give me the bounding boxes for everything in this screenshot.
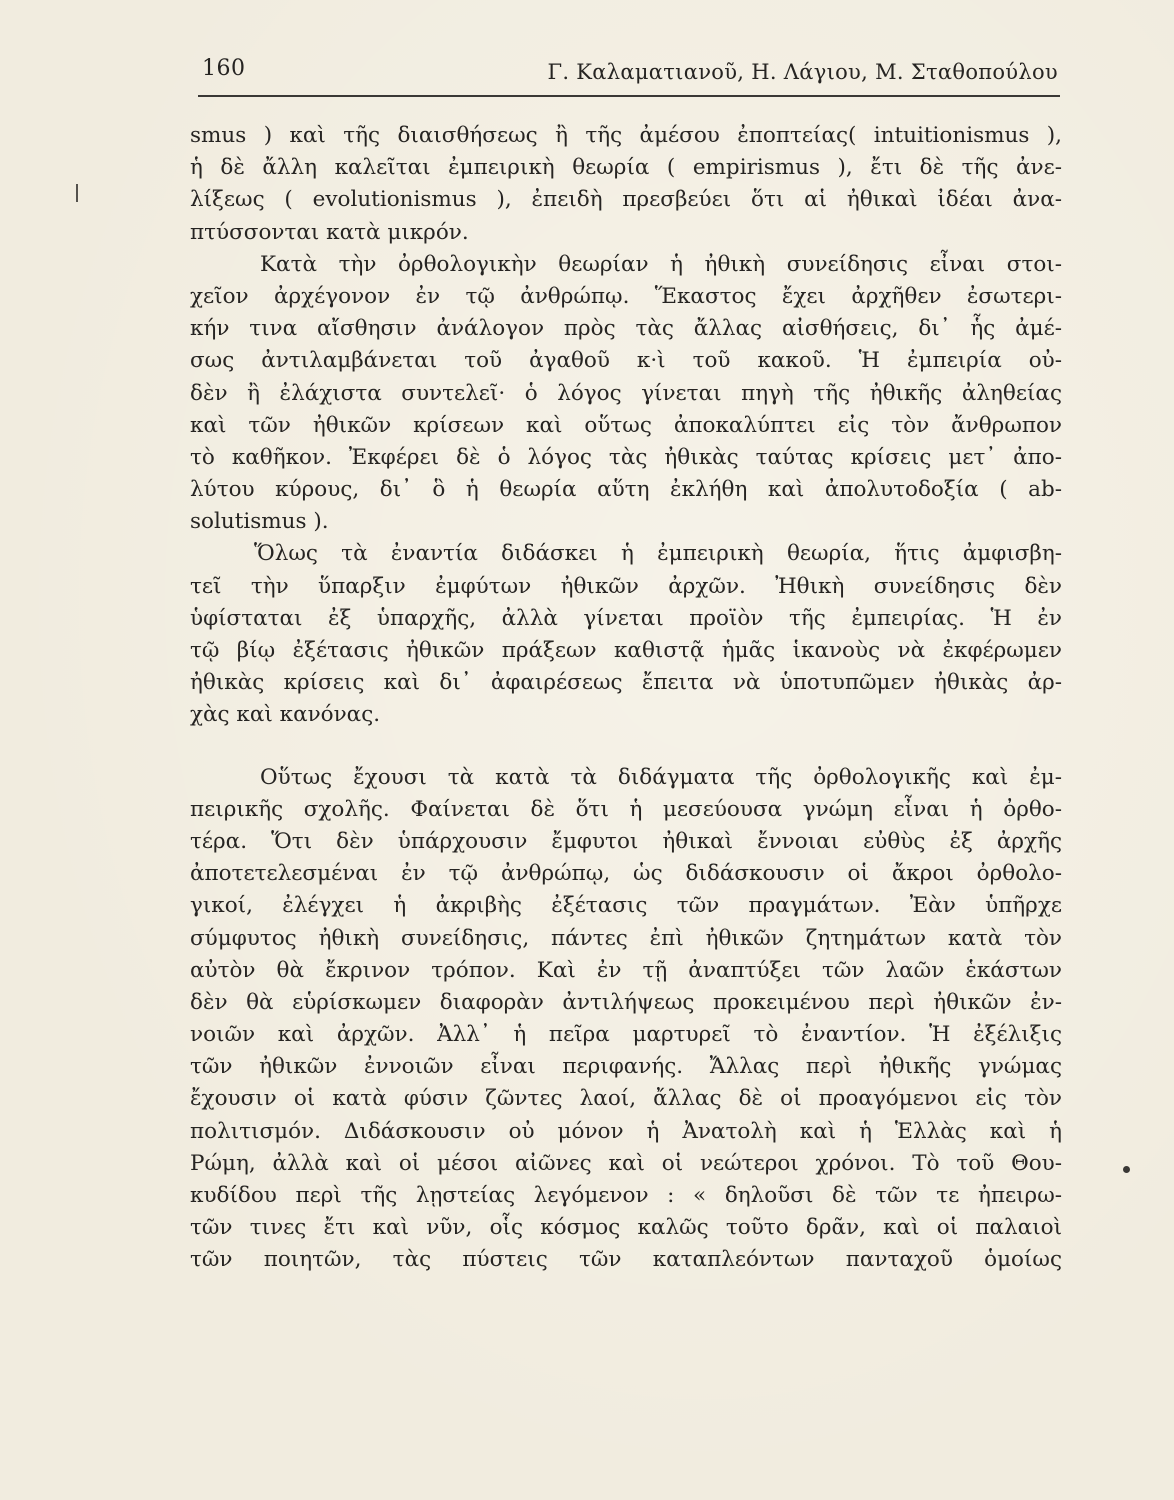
text-line: τῶν ἠθικῶν ἐννοιῶν εἶναι περιφανής. Ἄλλας περὶ ἠθικῆς γνώμας — [190, 1054, 1062, 1080]
text-line: τῶν ποιητῶν, τὰς πύστεις τῶν καταπλεόντων πανταχοῦ ὁμοίως — [190, 1247, 1062, 1273]
text-line: πολιτισμόν. Διδάσκουσιν οὐ μόνον ἡ Ἀνατολὴ καὶ ἡ Ἑλλὰς καὶ ἡ — [190, 1118, 1062, 1144]
text-line: αὐτὸν θὰ ἔκρινον τρόπον. Καὶ ἐν τῇ ἀναπτύξει τῶν λαῶν ἑκάστων — [190, 957, 1062, 983]
paragraph-1 — [190, 120, 1062, 249]
paragraph-2 — [190, 249, 1062, 539]
text-line: λύτου κύρους, δι᾽ ὃ ἡ θεωρία αὕτη ἐκλήθη καὶ ἀπολυτοδοξία ( ab- — [190, 477, 1062, 503]
text-line: χὰς καὶ κανόνας. — [190, 702, 381, 728]
text-line: ἠθικὰς κρίσεις καὶ δι᾽ ἀφαιρέσεως ἔπειτα νὰ ὑποτυπῶμεν ἠθικὰς ἀρ- — [190, 670, 1062, 696]
text-line: τέρα. Ὅτι δὲν ὑπάρχουσιν ἔμφυτοι ἠθικαὶ ἔννοιαι εὐθὺς ἐξ ἀρχῆς — [190, 828, 1062, 854]
text-line: Ρώμη, ἀλλὰ καὶ οἱ μέσοι αἰῶνες καὶ οἱ νεώτεροι χρόνοι. Τὸ τοῦ Θου- — [190, 1150, 1062, 1176]
page-header — [200, 48, 1060, 92]
page-number: 160 — [202, 56, 246, 81]
text-line: ὑφίσταται ἐξ ὑπαρχῆς, ἀλλὰ γίνεται προϊὸν τῆς ἐμπειρίας. Ἡ ἐν — [190, 605, 1062, 631]
text-line: πτύσσονται κατὰ μικρόν. — [190, 219, 469, 245]
text-line: σως ἀντιλαμβάνεται τοῦ ἀγαθοῦ κ·ὶ τοῦ κακοῦ. Ἡ ἐμπειρία οὐ- — [190, 348, 1062, 374]
text-line: τῶν τινες ἔτι καὶ νῦν, οἷς κόσμος καλῶς τοῦτο δρᾶν, καὶ οἱ παλαιοὶ — [190, 1215, 1062, 1241]
ink-dot — [1123, 1166, 1130, 1173]
text-line: τεῖ τὴν ὕπαρξιν ἐμφύτων ἠθικῶν ἀρχῶν. Ἠθικὴ συνείδησις δὲν — [190, 573, 1062, 599]
text-line: νοιῶν καὶ ἀρχῶν. Ἀλλ᾽ ἡ πεῖρα μαρτυρεῖ τὸ ἐναντίον. Ἡ ἐξέλιξις — [190, 1022, 1062, 1048]
text-line: δὲν θὰ εὑρίσκωμεν διαφορὰν ἀντιλήψεως προκειμένου περὶ ἠθικῶν ἐν- — [190, 989, 1062, 1015]
text-line: solutismus ). — [190, 509, 329, 535]
text-line: ἀποτετελεσμέναι ἐν τῷ ἀνθρώπῳ, ὡς διδάσκουσιν οἱ ἄκροι ὀρθολο- — [190, 861, 1062, 887]
text-line: Ὅλως τὰ ἐναντία διδάσκει ἡ ἐμπειρικὴ θεωρία, ἥτις ἀμφισβη- — [254, 541, 1062, 567]
header-rule — [198, 95, 1060, 97]
paragraph-3 — [190, 538, 1062, 731]
text-line: γικοί, ἐλέγχει ἡ ἀκριβὴς ἐξέτασις τῶν πραγμάτων. Ἐὰν ὑπῆρχε — [190, 893, 1062, 919]
text-line: κήν τινα αἴσθησιν ἀνάλογον πρὸς τὰς ἄλλας αἰσθήσεις, δι᾽ ἧς ἀμέ- — [190, 316, 1062, 342]
text-line: κυδίδου περὶ τῆς λῃστείας λεγόμενον : « δηλοῦσι δὲ τῶν τε ἠπειρω- — [190, 1183, 1062, 1208]
text-line: Οὕτως ἔχουσι τὰ κατὰ τὰ διδάγματα τῆς ὀρθολογικῆς καὶ ἐμ- — [260, 764, 1062, 790]
text-line: δὲν ἢ ἐλάχιστα συντελεῖ· ὁ λόγος γίνεται πηγὴ τῆς ἠθικῆς ἀληθείας — [190, 380, 1062, 406]
text-line: λίξεως ( evolutionismus ), ἐπειδὴ πρεσβεύει ὅτι αἱ ἠθικαὶ ἰδέαι ἀνα- — [190, 187, 1062, 213]
text-line: smus ) καὶ τῆς διαισθήσεως ἢ τῆς ἀμέσου ἐποπτείας( intuitionismus ), — [190, 123, 1062, 148]
text-line: σύμφυτος ἠθικὴ συνείδησις, πάντες ἐπὶ ἠθικῶν ζητημάτων κατὰ τὸν — [190, 925, 1062, 951]
text-line: τὸ καθῆκον. Ἐκφέρει δὲ ὁ λόγος τὰς ἠθικὰς ταύτας κρίσεις μετ᾽ ἀπο- — [190, 444, 1062, 470]
text-line: Κατὰ τὴν ὀρθολογικὴν θεωρίαν ἡ ἠθικὴ συνείδησις εἶναι στοι- — [260, 251, 1062, 277]
text-line: ἔχουσιν οἱ κατὰ φύσιν ζῶντες λαοί, ἄλλας δὲ οἱ προαγόμενοι εἰς τὸν — [190, 1086, 1062, 1112]
paragraph-4 — [190, 762, 1062, 1277]
running-head: Γ. Καλαματιανοῦ, Η. Λάγιου, Μ. Σταθοπούλου — [547, 60, 1058, 84]
paragraph-gap — [190, 732, 1062, 762]
text-line: τῷ βίῳ ἐξέτασις ἠθικῶν πράξεων καθιστᾷ ἡμᾶς ἱκανοὺς νὰ ἐκφέρωμεν — [190, 638, 1062, 663]
text-line: χεῖον ἀρχέγονον ἐν τῷ ἀνθρώπῳ. Ἕκαστος ἔχει ἀρχῆθεν ἐσωτερι- — [190, 283, 1062, 309]
margin-mark — [76, 184, 78, 202]
text-line: ἡ δὲ ἄλλη καλεῖται ἐμπειρικὴ θεωρία ( empirismus ), ἔτι δὲ τῆς ἀνε- — [190, 155, 1062, 181]
text-line: καὶ τῶν ἠθικῶν κρίσεων καὶ οὕτως ἀποκαλύπτει εἰς τὸν ἄνθρωπον — [190, 412, 1062, 438]
body-text — [190, 120, 1062, 1277]
text-line: πειρικῆς σχολῆς. Φαίνεται δὲ ὅτι ἡ μεσεύουσα γνώμη εἶναι ἡ ὀρθο- — [190, 796, 1062, 822]
